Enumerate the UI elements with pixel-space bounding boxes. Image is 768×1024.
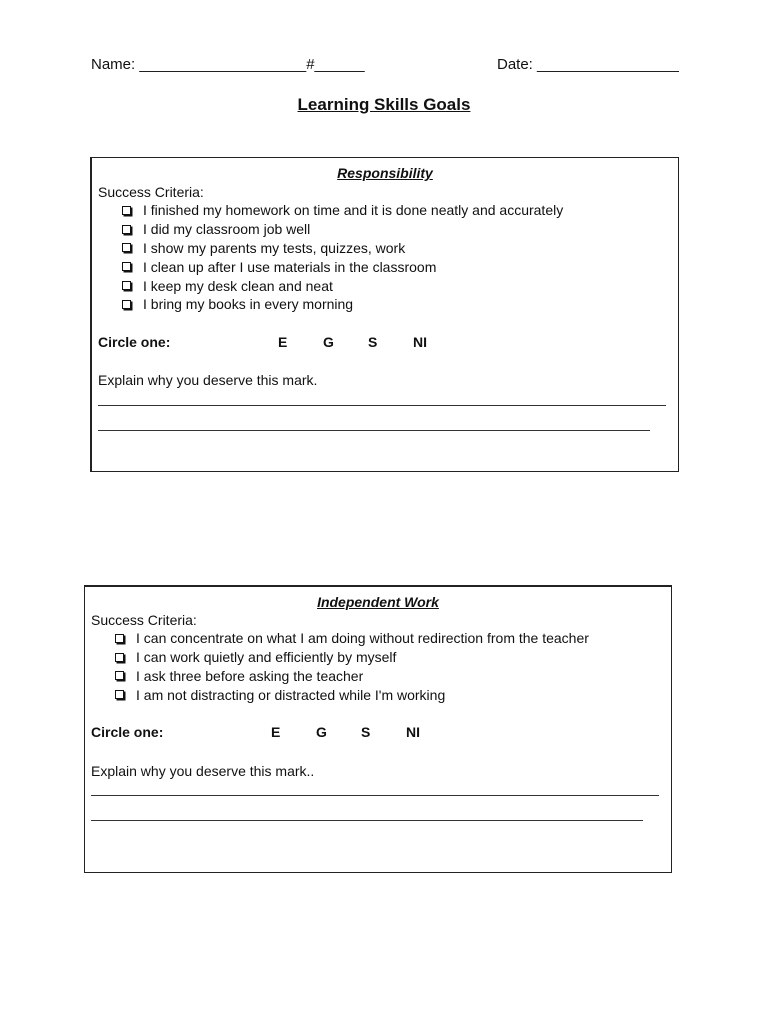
criteria-text: I did my classroom job well bbox=[143, 221, 311, 238]
checkbox-icon[interactable] bbox=[115, 653, 124, 662]
criteria-text: I clean up after I use materials in the classroom bbox=[143, 258, 437, 275]
criteria-item bbox=[115, 667, 589, 686]
checkbox-icon[interactable] bbox=[122, 262, 131, 271]
checkbox-icon[interactable] bbox=[115, 690, 124, 699]
checkbox-icon[interactable] bbox=[122, 206, 131, 215]
answer-line[interactable] bbox=[91, 795, 659, 796]
answer-line[interactable] bbox=[98, 405, 666, 406]
grade-option-s[interactable]: S bbox=[368, 334, 378, 350]
criteria-text: I can work quietly and efficiently by myself bbox=[136, 649, 397, 666]
criteria-item bbox=[115, 685, 589, 704]
responsibility-section bbox=[90, 157, 679, 472]
checkbox-icon[interactable] bbox=[122, 281, 131, 290]
answer-line[interactable] bbox=[91, 820, 643, 821]
criteria-list bbox=[115, 629, 589, 704]
criteria-item bbox=[115, 629, 589, 648]
success-criteria-label: Success Criteria: bbox=[98, 184, 204, 200]
checkbox-icon[interactable] bbox=[122, 243, 131, 252]
criteria-item bbox=[115, 648, 589, 667]
section-heading: Independent Work bbox=[317, 594, 439, 610]
criteria-text: I finished my homework on time and it is done neatly and accurately bbox=[143, 202, 564, 219]
criteria-list bbox=[122, 201, 563, 314]
criteria-text: I keep my desk clean and neat bbox=[143, 277, 333, 294]
grade-option-e[interactable]: E bbox=[271, 724, 281, 740]
grade-option-s[interactable]: S bbox=[361, 724, 371, 740]
explain-prompt: Explain why you deserve this mark.. bbox=[91, 763, 315, 779]
criteria-item bbox=[122, 257, 563, 276]
name-field[interactable]: Name: ____________________#______ bbox=[91, 56, 365, 73]
criteria-text: I bring my books in every morning bbox=[143, 296, 354, 313]
grade-option-ni[interactable]: NI bbox=[406, 724, 420, 740]
independent-work-section bbox=[84, 585, 672, 873]
answer-line[interactable] bbox=[98, 430, 650, 431]
criteria-text: I can concentrate on what I am doing without redirection from the teacher bbox=[136, 630, 589, 647]
circle-one-label: Circle one: bbox=[98, 334, 171, 350]
criteria-text: I show my parents my tests, quizzes, work bbox=[143, 239, 406, 256]
grade-option-ni[interactable]: NI bbox=[413, 334, 427, 350]
criteria-text: I ask three before asking the teacher bbox=[136, 667, 364, 684]
criteria-item bbox=[122, 201, 563, 220]
criteria-text: I am not distracting or distracted while I'm working bbox=[136, 686, 446, 703]
checkbox-icon[interactable] bbox=[115, 671, 124, 680]
header-row bbox=[0, 56, 768, 76]
date-field[interactable]: Date: _________________ bbox=[497, 56, 679, 73]
checkbox-icon[interactable] bbox=[115, 634, 124, 643]
criteria-item bbox=[122, 220, 563, 239]
criteria-item bbox=[122, 239, 563, 258]
grade-option-g[interactable]: G bbox=[323, 334, 334, 350]
page-title: Learning Skills Goals bbox=[297, 95, 471, 114]
explain-prompt: Explain why you deserve this mark. bbox=[98, 372, 318, 388]
section-heading: Responsibility bbox=[337, 165, 433, 181]
circle-one-label: Circle one: bbox=[91, 724, 164, 740]
grade-option-g[interactable]: G bbox=[316, 724, 327, 740]
grade-option-e[interactable]: E bbox=[278, 334, 288, 350]
checkbox-icon[interactable] bbox=[122, 300, 131, 309]
criteria-item bbox=[122, 276, 563, 295]
criteria-item bbox=[122, 295, 563, 314]
checkbox-icon[interactable] bbox=[122, 225, 131, 234]
success-criteria-label: Success Criteria: bbox=[91, 612, 197, 628]
